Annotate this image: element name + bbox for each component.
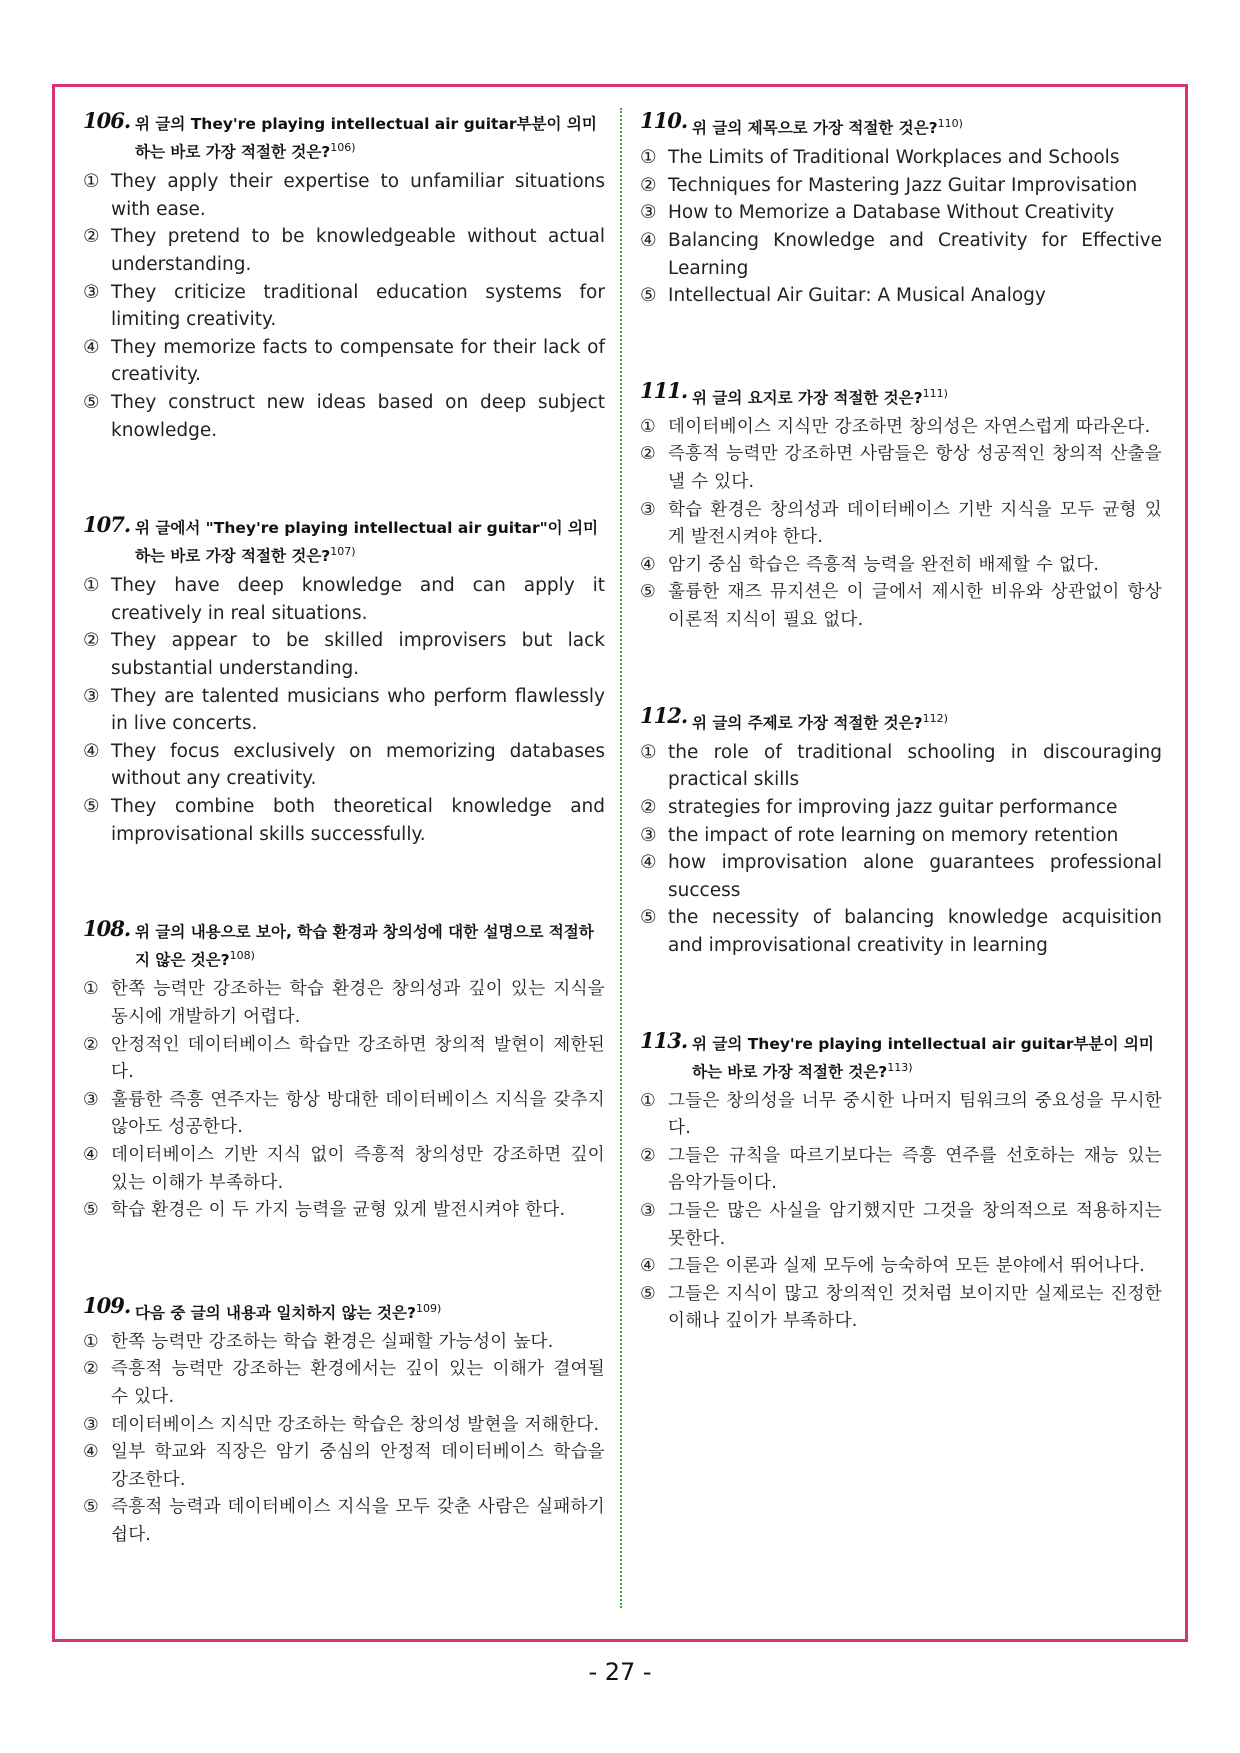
question-111 — [640, 377, 1162, 635]
option-text: how improvisation alone guarantees professional success — [668, 852, 1162, 901]
option-5[interactable] — [640, 904, 1162, 959]
option-4[interactable] — [640, 1253, 1162, 1281]
question-stem — [640, 1027, 1162, 1084]
question-stem — [83, 512, 605, 568]
option-1[interactable] — [640, 144, 1162, 172]
option-text: 즉흥적 능력과 데이터베이스 지식을 모두 갖춘 사람은 실패하기 쉽다. — [111, 1497, 605, 1545]
option-marker: ④ — [83, 740, 100, 762]
option-text: The Limits of Traditional Workplaces and Schools — [668, 147, 1120, 169]
option-4[interactable] — [83, 1439, 605, 1494]
option-1[interactable] — [83, 572, 605, 627]
option-list — [640, 414, 1162, 635]
question-number: 112. — [640, 702, 688, 728]
option-marker: ① — [640, 1090, 656, 1111]
option-marker: ① — [83, 1331, 99, 1352]
option-text: They are talented musicians who perform flawlessly in live concerts. — [111, 685, 605, 735]
option-marker: ④ — [83, 336, 100, 358]
option-5[interactable] — [640, 579, 1162, 634]
footnote-ref: 112) — [922, 711, 948, 725]
option-4[interactable] — [640, 849, 1162, 904]
question-stem — [640, 108, 1162, 140]
question-text: 위 글의 제목으로 가장 적절한 것은? — [692, 119, 938, 138]
option-5[interactable] — [83, 389, 605, 444]
option-text: 데이터베이스 지식만 강조하면 창의성은 자연스럽게 따라온다. — [668, 416, 1151, 437]
option-marker: ⑤ — [83, 796, 100, 817]
option-2[interactable] — [83, 223, 605, 278]
option-text: 훌륭한 즉흥 연주자는 항상 방대한 데이터베이스 지식을 갖추지 않아도 성공한다. — [111, 1089, 605, 1138]
question-text: 위 글에서 "They're playing intellectual air guitar"이 의미하는 바로 가장 적절한 것은? — [135, 519, 598, 566]
question-113 — [640, 1027, 1162, 1337]
option-text: Intellectual Air Guitar: A Musical Analogy — [668, 285, 1046, 307]
option-text: 일부 학교와 직장은 암기 중심의 안정적 데이터베이스 학습을 강조한다. — [111, 1442, 605, 1490]
option-1[interactable] — [83, 1329, 605, 1357]
option-4[interactable] — [83, 738, 605, 793]
option-marker: ④ — [640, 1256, 656, 1277]
option-3[interactable] — [640, 199, 1162, 227]
option-text: 그들은 창의성을 너무 중시한 나머지 팀워크의 중요성을 무시한다. — [668, 1090, 1162, 1139]
option-marker: ⑤ — [640, 582, 656, 603]
option-2[interactable] — [640, 172, 1162, 200]
option-marker: ④ — [640, 852, 657, 874]
option-text: 안정적인 데이터베이스 학습만 강조하면 창의적 발현이 제한된다. — [111, 1034, 605, 1083]
option-text: They memorize facts to compensate for their lack of creativity. — [111, 336, 605, 386]
option-text: They focus exclusively on memorizing databases without any creativity. — [111, 740, 605, 790]
option-3[interactable] — [83, 279, 605, 334]
option-4[interactable] — [640, 552, 1162, 580]
question-stem — [83, 916, 605, 972]
option-3[interactable] — [83, 683, 605, 738]
option-marker: ② — [640, 1145, 656, 1166]
option-marker: ③ — [640, 824, 657, 846]
option-text: 학습 환경은 이 두 가지 능력을 균형 있게 발전시켜야 한다. — [111, 1200, 566, 1221]
option-marker: ② — [83, 226, 100, 248]
option-marker: ① — [83, 575, 100, 597]
option-marker: ⑤ — [640, 285, 657, 307]
option-marker: ① — [83, 171, 100, 193]
question-stem — [640, 377, 1162, 410]
option-marker: ① — [640, 147, 657, 169]
question-106 — [83, 108, 605, 444]
question-number: 113. — [640, 1027, 688, 1053]
option-marker: ③ — [83, 1089, 99, 1110]
option-text: How to Memorize a Database Without Creativity — [668, 202, 1115, 224]
option-4[interactable] — [83, 334, 605, 389]
question-text: 위 글의 내용으로 보아, 학습 환경과 창의성에 대한 설명으로 적절하지 않은 것은? — [135, 923, 594, 970]
option-text: 그들은 규칙을 따르기보다는 즉흥 연주를 선호하는 재능 있는 음악가들이다. — [668, 1145, 1162, 1194]
option-5[interactable] — [640, 1281, 1162, 1336]
option-marker: ⑤ — [640, 907, 657, 929]
option-text: They appear to be skilled improvisers but lack substantial understanding. — [111, 630, 605, 680]
option-marker: ① — [83, 979, 99, 1000]
option-list — [83, 1329, 605, 1550]
option-text: They apply their expertise to unfamiliar situations with ease. — [111, 171, 605, 220]
option-2[interactable] — [640, 794, 1162, 822]
option-text: strategies for improving jazz guitar performance — [668, 796, 1118, 818]
footnote-ref: 106) — [330, 141, 356, 154]
option-marker: ② — [83, 1034, 99, 1055]
right-column — [640, 108, 1162, 1408]
option-marker: ③ — [640, 499, 656, 520]
option-text: Balancing Knowledge and Creativity for Effective Learning — [668, 229, 1162, 279]
option-1[interactable] — [640, 414, 1162, 442]
option-marker: ⑤ — [83, 391, 100, 413]
option-3[interactable] — [640, 822, 1162, 850]
question-107 — [83, 512, 605, 848]
option-list — [83, 572, 605, 848]
option-marker: ① — [640, 741, 657, 763]
option-text: 그들은 이론과 실제 모두에 능숙하여 모든 분야에서 뛰어나다. — [668, 1256, 1146, 1277]
option-text: 데이터베이스 지식만 강조하는 학습은 창의성 발현을 저해한다. — [111, 1414, 600, 1435]
option-text: 즉흥적 능력만 강조하는 환경에서는 깊이 있는 이해가 결여될 수 있다. — [111, 1359, 605, 1408]
question-108 — [83, 916, 605, 1225]
option-text: 한쪽 능력만 강조하는 학습 환경은 창의성과 깊이 있는 지식을 동시에 개발하기 어렵다. — [111, 979, 605, 1027]
option-marker: ⑤ — [640, 1283, 656, 1304]
option-5[interactable] — [83, 793, 605, 848]
option-5[interactable] — [83, 1494, 605, 1549]
option-text: They combine both theoretical knowledge and improvisational skills successfully. — [111, 796, 605, 845]
option-4[interactable] — [83, 1142, 605, 1197]
option-text: 암기 중심 학습은 즉흥적 능력을 완전히 배제할 수 없다. — [668, 554, 1100, 575]
option-marker: ③ — [83, 281, 100, 303]
option-3[interactable] — [640, 1198, 1162, 1253]
footnote-ref: 107) — [330, 545, 356, 559]
option-marker: ① — [640, 416, 656, 437]
question-number: 109. — [83, 1292, 131, 1318]
option-text: 즉흥적 능력만 강조하면 사람들은 항상 성공적인 창의적 산출을 낼 수 있다. — [668, 444, 1162, 493]
option-text: 한쪽 능력만 강조하는 학습 환경은 실패할 가능성이 높다. — [111, 1331, 554, 1352]
option-text: 학습 환경은 창의성과 데이터베이스 기반 지식을 모두 균형 있게 발전시켜야 한다. — [668, 499, 1162, 548]
option-marker: ③ — [640, 202, 657, 224]
option-list — [640, 144, 1162, 310]
option-marker: ③ — [83, 1414, 99, 1435]
footnote-ref: 110) — [937, 117, 963, 130]
option-marker: ⑤ — [83, 1200, 99, 1221]
option-marker: ② — [640, 796, 657, 818]
question-109 — [83, 1292, 605, 1550]
option-2[interactable] — [83, 1356, 605, 1411]
option-list — [83, 976, 605, 1224]
option-text: 그들은 많은 사실을 암기했지만 그것을 창의적으로 적용하지는 못한다. — [668, 1201, 1162, 1249]
column-divider — [620, 108, 622, 1608]
footnote-ref: 111) — [922, 386, 948, 400]
option-1[interactable] — [83, 976, 605, 1031]
option-2[interactable] — [640, 441, 1162, 496]
option-text: 훌륭한 재즈 뮤지션은 이 글에서 제시한 비유와 상관없이 항상 이론적 지식이 필요 없다. — [668, 582, 1162, 631]
option-2[interactable] — [640, 1143, 1162, 1198]
question-number: 110. — [640, 108, 688, 133]
question-number: 108. — [83, 916, 131, 942]
option-text: Techniques for Mastering Jazz Guitar Improvisation — [668, 174, 1138, 196]
option-marker: ③ — [83, 685, 100, 707]
option-marker: ④ — [640, 229, 657, 251]
option-list — [640, 1088, 1162, 1336]
option-2[interactable] — [83, 1032, 605, 1087]
option-marker: ② — [83, 630, 100, 652]
question-text: 다음 중 글의 내용과 일치하지 않는 것은? — [135, 1303, 416, 1322]
option-marker: ② — [83, 1359, 99, 1380]
option-1[interactable] — [83, 168, 605, 223]
left-column — [83, 108, 605, 1622]
option-3[interactable] — [640, 497, 1162, 552]
option-text: They construct new ideas based on deep subject knowledge. — [111, 391, 605, 441]
option-1[interactable] — [640, 739, 1162, 794]
question-text: 위 글의 They're playing intellectual air guitar부분이 의미하는 바로 가장 적절한 것은? — [135, 115, 597, 162]
option-marker: ④ — [83, 1442, 99, 1463]
question-112 — [640, 702, 1162, 960]
option-list — [640, 739, 1162, 960]
option-text: the impact of rote learning on memory retention — [668, 824, 1119, 846]
footnote-ref: 113) — [887, 1060, 913, 1074]
option-text: 그들은 지식이 많고 창의적인 것처럼 보이지만 실제로는 진정한 이해나 깊이가 부족하다. — [668, 1283, 1162, 1332]
option-text: the necessity of balancing knowledge acquisition and improvisational creativity in learning — [668, 907, 1162, 956]
question-text: 위 글의 주제로 가장 적절한 것은? — [692, 713, 923, 732]
page-number: - 27 - — [588, 1658, 652, 1686]
question-text: 위 글의 요지로 가장 적절한 것은? — [692, 388, 923, 407]
option-text: They criticize traditional education systems for limiting creativity. — [111, 281, 605, 331]
option-marker: ② — [640, 174, 657, 196]
question-text: 위 글의 They're playing intellectual air guitar부분이 의미하는 바로 가장 적절한 것은? — [692, 1034, 1154, 1081]
option-3[interactable] — [83, 1087, 605, 1142]
option-marker: ③ — [640, 1201, 656, 1222]
question-stem — [83, 1292, 605, 1325]
option-5[interactable] — [640, 282, 1162, 310]
option-text: the role of traditional schooling in discouraging practical skills — [668, 741, 1162, 791]
option-marker: ⑤ — [83, 1497, 99, 1518]
question-110 — [640, 108, 1162, 310]
option-text: They have deep knowledge and can apply it creatively in real situations. — [111, 575, 605, 624]
option-marker: ④ — [640, 554, 656, 575]
question-stem — [83, 108, 605, 164]
option-marker: ② — [640, 444, 656, 465]
option-text: They pretend to be knowledgeable without actual understanding. — [111, 226, 605, 275]
option-marker: ④ — [83, 1144, 99, 1165]
option-list — [83, 168, 605, 444]
option-3[interactable] — [83, 1412, 605, 1440]
option-5[interactable] — [83, 1197, 605, 1225]
option-4[interactable] — [640, 227, 1162, 282]
question-number: 107. — [83, 512, 131, 538]
question-stem — [640, 702, 1162, 735]
footnote-ref: 109) — [415, 1301, 442, 1315]
option-1[interactable] — [640, 1088, 1162, 1143]
question-number: 111. — [640, 377, 688, 403]
option-text: 데이터베이스 기반 지식 없이 즉흥적 창의성만 강조하면 깊이 있는 이해가 부족하다. — [111, 1144, 605, 1193]
option-2[interactable] — [83, 627, 605, 682]
question-number: 106. — [83, 108, 131, 133]
footnote-ref: 108) — [229, 949, 255, 963]
